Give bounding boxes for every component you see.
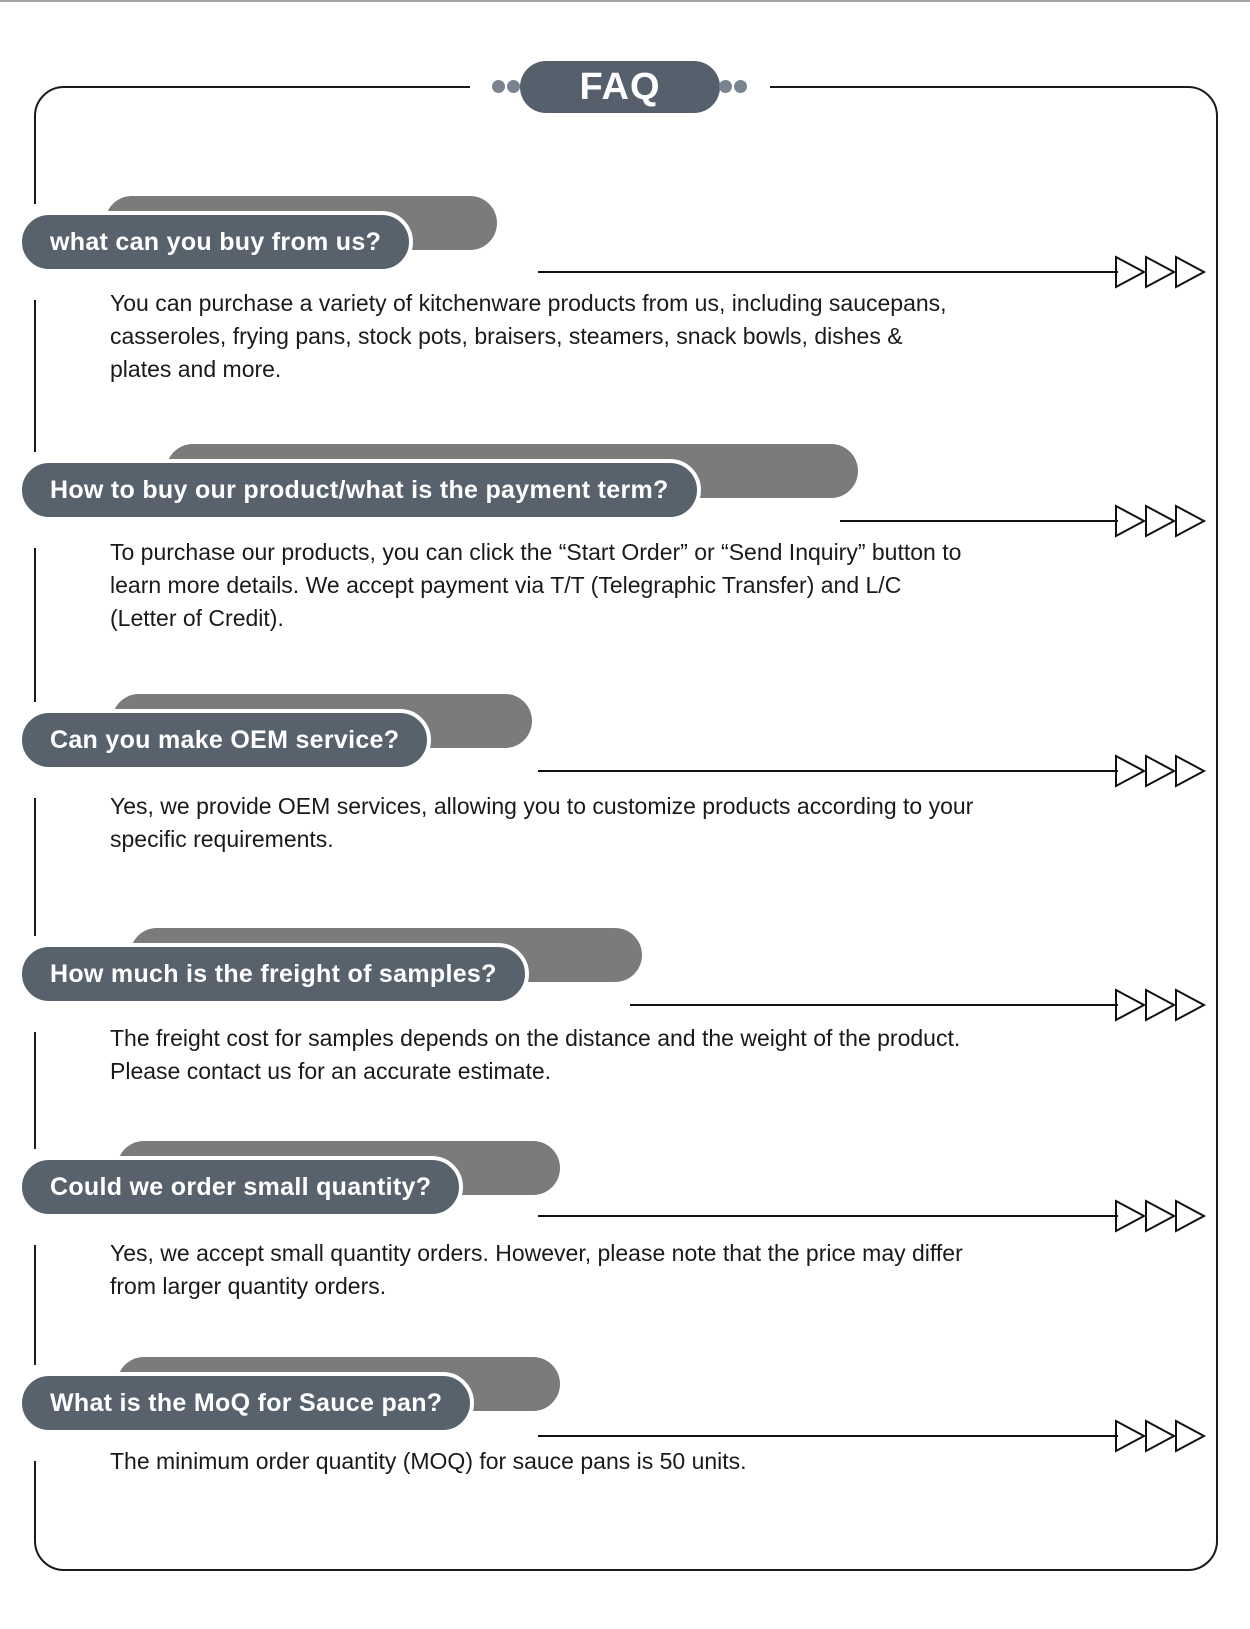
dot-ornament-icon <box>719 80 732 93</box>
dot-ornament-icon <box>507 80 520 93</box>
triple-triangle-arrow-icon <box>1114 754 1208 788</box>
answer-text: You can purchase a variety of kitchenware products from us, including saucepans, casseroles, frying pans, stock pots, braisers, steamers, snack bowls, dishes & plates and more. <box>110 290 947 382</box>
page-title: FAQ <box>520 61 720 113</box>
triple-triangle-arrow-icon <box>1114 988 1208 1022</box>
top-rule <box>0 0 1250 2</box>
question-label: How much is the freight of samples? <box>18 943 529 1005</box>
question-label: what can you buy from us? <box>18 211 413 273</box>
answer-text: Yes, we provide OEM services, allowing you to customize products according to your specific requirements. <box>110 793 974 852</box>
question-label: Can you make OEM service? <box>18 709 431 771</box>
divider-line <box>538 1435 1118 1437</box>
question-label: Could we order small quantity? <box>18 1156 463 1218</box>
divider-line <box>840 520 1118 522</box>
dot-ornament-icon <box>492 80 505 93</box>
answer-text: The minimum order quantity (MOQ) for sauce pans is 50 units. <box>110 1448 747 1474</box>
answer-text: Yes, we accept small quantity orders. However, please note that the price may differ from larger quantity orders. <box>110 1240 963 1299</box>
triple-triangle-arrow-icon <box>1114 255 1208 289</box>
faq-header <box>470 58 770 116</box>
triple-triangle-arrow-icon <box>1114 1199 1208 1233</box>
question-label: How to buy our product/what is the payment term? <box>18 459 701 521</box>
dot-ornament-icon <box>734 80 747 93</box>
divider-line <box>538 1215 1118 1217</box>
answer-text: The freight cost for samples depends on the distance and the weight of the product. Please contact us for an accurate estimate. <box>110 1025 961 1084</box>
triple-triangle-arrow-icon <box>1114 504 1208 538</box>
question-label: What is the MoQ for Sauce pan? <box>18 1372 474 1434</box>
answer-text: To purchase our products, you can click the “Start Order” or “Send Inquiry” button to learn more details. We accept payment via T/T (Telegraphic Transfer) and L/C (Letter of Credit). <box>110 539 962 631</box>
divider-line <box>538 770 1118 772</box>
divider-line <box>538 271 1118 273</box>
divider-line <box>630 1004 1118 1006</box>
triple-triangle-arrow-icon <box>1114 1419 1208 1453</box>
